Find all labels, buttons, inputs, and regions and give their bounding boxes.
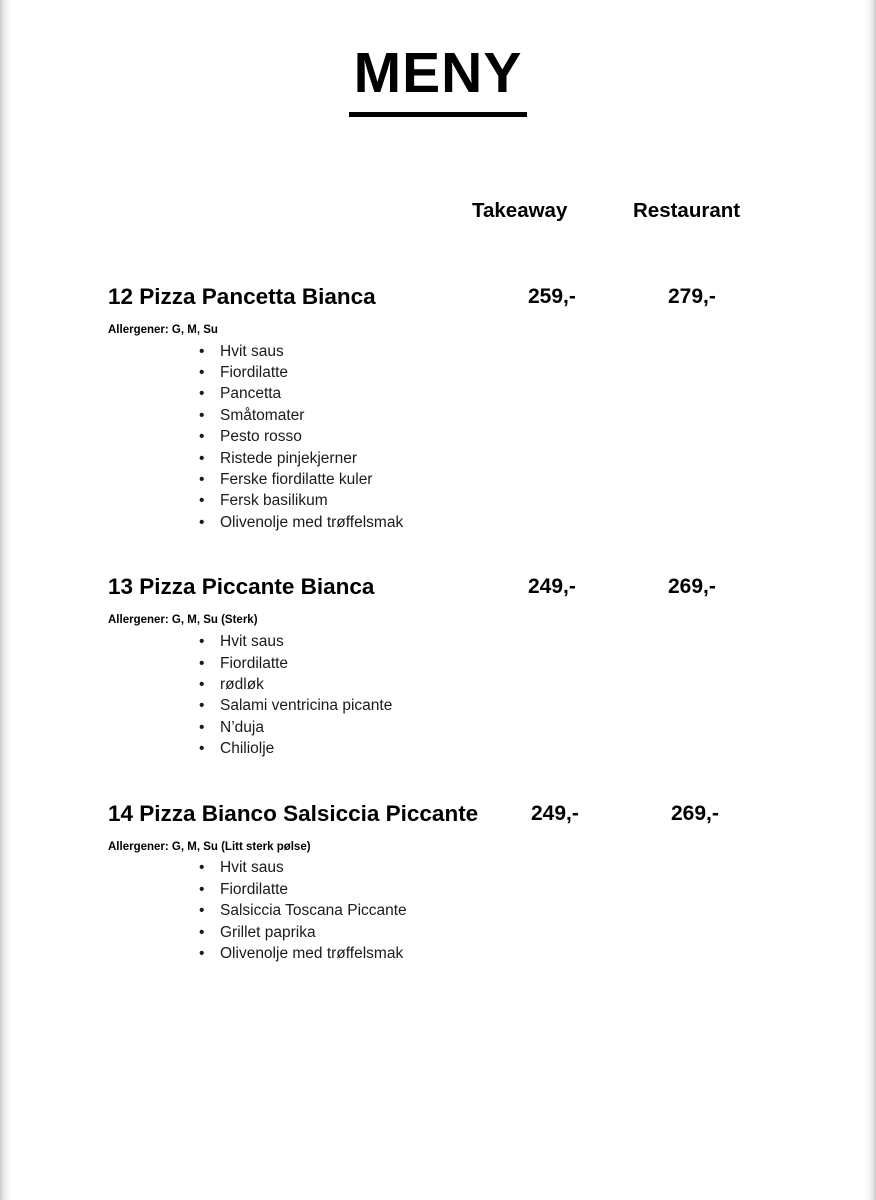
menu-item-name: 12 Pizza Pancetta Bianca <box>108 283 376 309</box>
ingredient-label: Pancetta <box>220 385 282 403</box>
ingredient-label: Småtomater <box>220 406 305 424</box>
title-block <box>10 0 866 117</box>
menu-item-allergens: Allergener: G, M, Su (Litt sterk pølse) <box>108 840 311 853</box>
ingredient-list-item <box>10 738 866 759</box>
ingredient-list-item <box>10 512 866 533</box>
ingredient-label: Pesto rosso <box>220 428 302 446</box>
ingredient-list-item <box>10 857 866 878</box>
bullet-icon: • <box>199 740 205 758</box>
ingredient-label: Salami ventricina picante <box>220 697 393 715</box>
ingredient-list-item <box>10 922 866 943</box>
ingredient-label: Fiordilatte <box>220 654 289 672</box>
menu-item <box>10 800 866 965</box>
bullet-icon: • <box>199 902 205 920</box>
ingredient-list-item <box>10 341 866 362</box>
menu-item-header <box>10 283 866 313</box>
menu-item-allergens: Allergener: G, M, Su (Sterk) <box>108 614 258 627</box>
ingredient-label: Hvit saus <box>220 859 284 877</box>
ingredient-label: Olivenolje med trøffelsmak <box>220 513 404 531</box>
ingredient-label: Salsiccia Toscana Piccante <box>220 902 407 920</box>
ingredient-label: Hvit saus <box>220 342 284 360</box>
bullet-icon: • <box>199 880 205 898</box>
menu-item-price-restaurant: 279,- <box>668 284 716 308</box>
bullet-icon: • <box>199 654 205 672</box>
menu-item-price-takeaway: 249,- <box>531 801 579 825</box>
menu-item-price-restaurant: 269,- <box>671 801 719 825</box>
bullet-icon: • <box>199 859 205 877</box>
ingredient-list-item <box>10 943 866 964</box>
bullet-icon: • <box>199 406 205 424</box>
menu-item-name: 14 Pizza Bianco Salsiccia Piccante <box>108 800 479 826</box>
ingredient-label: Hvit saus <box>220 633 284 651</box>
ingredient-label: Ferske fiordilatte kuler <box>220 471 373 489</box>
bullet-icon: • <box>199 385 205 403</box>
bullet-icon: • <box>199 675 205 693</box>
ingredient-list-item <box>10 405 866 426</box>
ingredient-list-item <box>10 490 866 511</box>
ingredient-list-item <box>10 900 866 921</box>
menu-item-price-restaurant: 269,- <box>668 575 716 599</box>
ingredient-list-item <box>10 448 866 469</box>
bullet-icon: • <box>199 471 205 489</box>
title-underline <box>349 112 527 117</box>
ingredient-label: Grillet paprika <box>220 923 316 941</box>
ingredient-list-item <box>10 383 866 404</box>
ingredient-list-item <box>10 695 866 716</box>
menu-item-header <box>10 573 866 603</box>
ingredient-label: Fiordilatte <box>220 364 289 382</box>
ingredient-label: Fiordilatte <box>220 880 289 898</box>
ingredient-label: Fersk basilikum <box>220 492 328 510</box>
menu-sheet <box>10 0 866 1200</box>
column-header-takeaway: Takeaway <box>472 198 568 222</box>
menu-item-name: 13 Pizza Piccante Bianca <box>108 574 375 600</box>
ingredient-list-item <box>10 426 866 447</box>
bullet-icon: • <box>199 697 205 715</box>
bullet-icon: • <box>199 633 205 651</box>
bullet-icon: • <box>199 923 205 941</box>
menu-item-ingredients <box>10 857 866 964</box>
menu-item <box>10 283 866 533</box>
page-title: MENY <box>353 41 523 105</box>
column-header-restaurant: Restaurant <box>633 198 741 222</box>
menu-item-header <box>10 800 866 830</box>
bullet-icon: • <box>199 513 205 531</box>
ingredient-list-item <box>10 653 866 674</box>
bullet-icon: • <box>199 944 205 962</box>
ingredient-label: Olivenolje med trøffelsmak <box>220 944 404 962</box>
ingredient-list-item <box>10 631 866 652</box>
bullet-icon: • <box>199 492 205 510</box>
ingredient-label: N’duja <box>220 718 264 736</box>
bullet-icon: • <box>199 449 205 467</box>
ingredient-list-item <box>10 879 866 900</box>
menu-item-price-takeaway: 259,- <box>528 284 576 308</box>
ingredient-label: Chiliolje <box>220 740 275 758</box>
price-column-headers <box>10 199 866 231</box>
menu-item <box>10 573 866 759</box>
menu-item-ingredients <box>10 631 866 759</box>
ingredient-list-item <box>10 717 866 738</box>
bullet-icon: • <box>199 364 205 382</box>
bullet-icon: • <box>199 718 205 736</box>
ingredient-list-item <box>10 469 866 490</box>
menu-item-price-takeaway: 249,- <box>528 575 576 599</box>
bullet-icon: • <box>199 428 205 446</box>
bullet-icon: • <box>199 342 205 360</box>
menu-item-ingredients <box>10 341 866 534</box>
ingredient-list-item <box>10 674 866 695</box>
ingredient-label: Ristede pinjekjerner <box>220 449 357 467</box>
menu-item-list <box>10 283 866 965</box>
ingredient-label: rødløk <box>220 675 264 693</box>
menu-item-allergens: Allergener: G, M, Su <box>108 323 218 336</box>
ingredient-list-item <box>10 362 866 383</box>
